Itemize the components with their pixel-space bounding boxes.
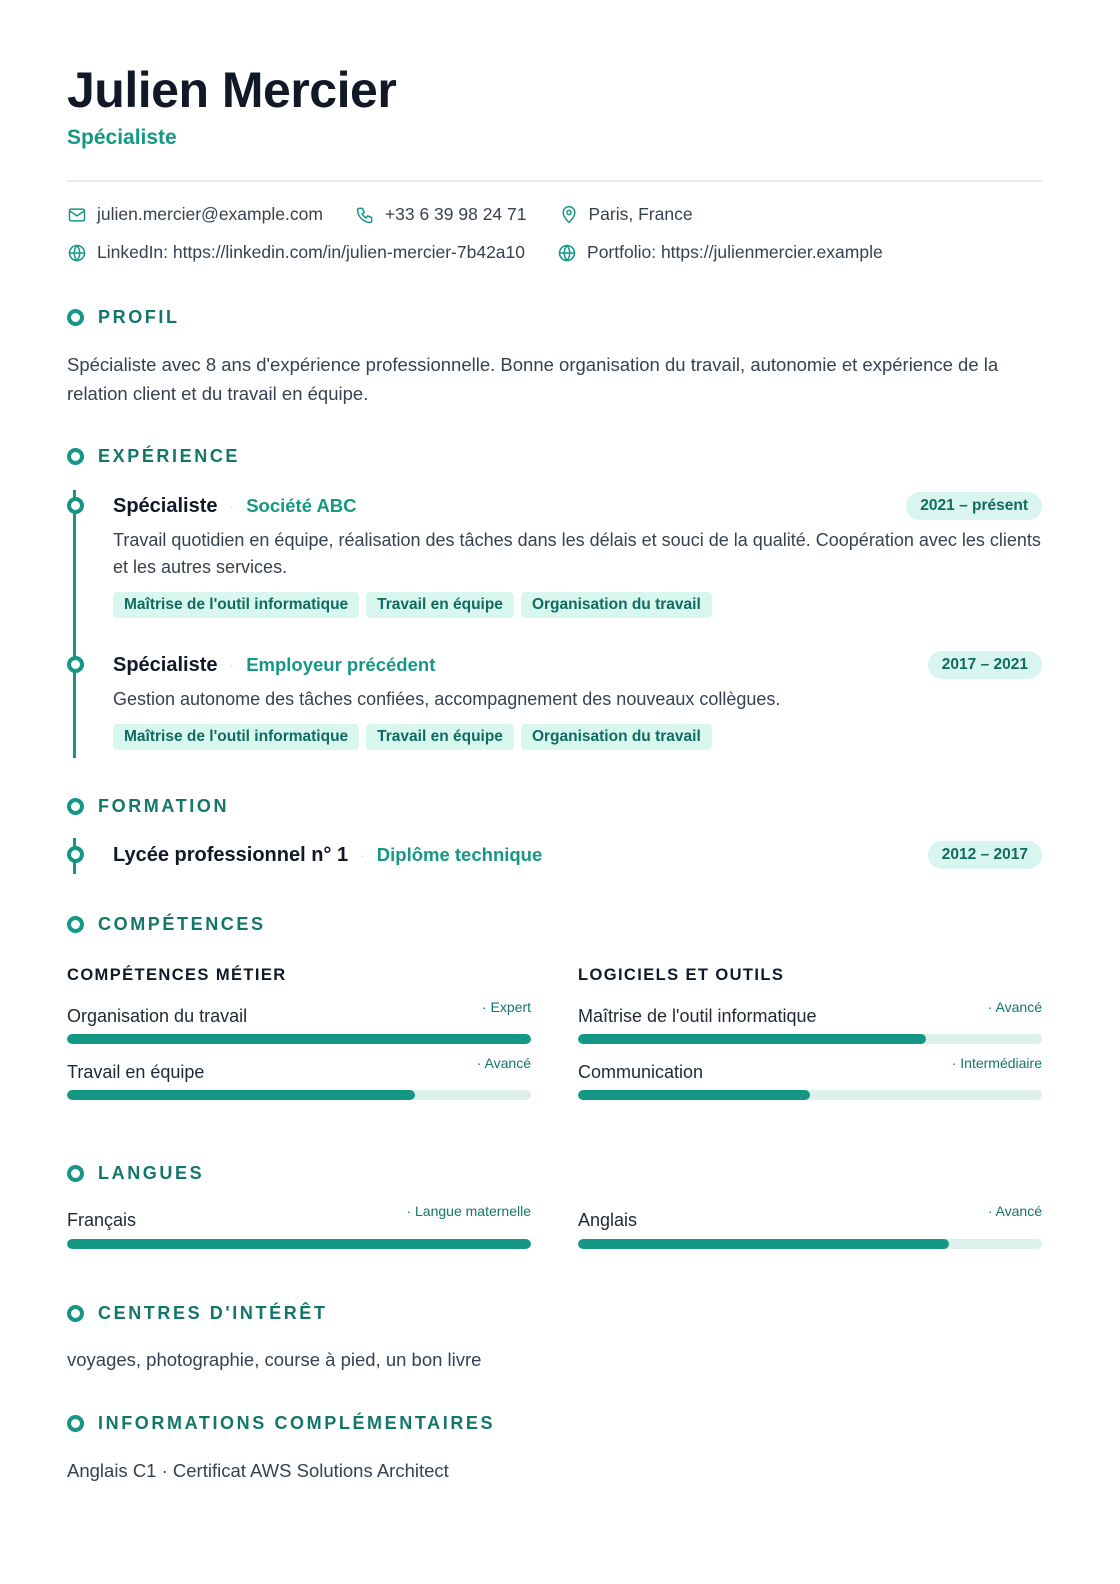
- experience-company: Société ABC: [246, 495, 357, 516]
- last-name: Mercier: [221, 62, 397, 118]
- skill-bar: [67, 1090, 531, 1100]
- formation-school: Lycée professionnel n° 1: [113, 843, 349, 866]
- skill-item: [67, 1055, 531, 1083]
- skill-bar-fill: [67, 1034, 531, 1044]
- separator-dot: ·: [360, 847, 365, 863]
- skill-level: · Avancé: [476, 1055, 531, 1071]
- formation-dates-badge: 2012 – 2017: [928, 841, 1042, 869]
- mail-icon: [67, 205, 87, 225]
- skill-bar-fill: [578, 1034, 926, 1044]
- contact-location: [559, 204, 693, 225]
- skill-name: Organisation du travail: [67, 1006, 248, 1026]
- skill-bar-fill: [67, 1090, 415, 1100]
- skill-bar: [578, 1090, 1042, 1100]
- experience-company: Employeur précédent: [246, 654, 436, 675]
- job-title: Spécialiste: [67, 126, 177, 149]
- language-level: · Avancé: [987, 1203, 1042, 1219]
- contact-row-1: [67, 204, 693, 225]
- formation-degree: Diplôme technique: [376, 844, 543, 865]
- first-name: Julien: [67, 62, 209, 118]
- skill-tag: Maîtrise de l'outil informatique: [113, 592, 359, 618]
- section-label: PROFIL: [98, 307, 180, 327]
- section-formation-heading: [67, 796, 229, 817]
- skill-bar: [67, 1034, 531, 1044]
- portfolio-text: Portfolio: https://julienmercier.example: [587, 242, 883, 262]
- skill-name: Maîtrise de l'outil informatique: [578, 1006, 817, 1026]
- timeline-node-icon: [67, 497, 84, 514]
- additional-info-text: Anglais C1 · Certificat AWS Solutions Architect: [67, 1460, 449, 1481]
- timeline-node-icon: [67, 656, 84, 673]
- skill-tags: [113, 724, 1042, 750]
- section-bullet-icon: [67, 798, 84, 815]
- timeline-node-icon: [67, 846, 84, 863]
- phone-text: +33 6 39 98 24 71: [384, 204, 527, 224]
- section-label: EXPÉRIENCE: [98, 446, 241, 466]
- language-name: Français: [67, 1210, 137, 1230]
- language-level: · Langue maternelle: [406, 1203, 531, 1219]
- skill-tag: Organisation du travail: [521, 592, 712, 618]
- experience-description: Gestion autonome des tâches confiées, accompagnement des nouveaux collègues.: [113, 689, 781, 709]
- skill-name: Communication: [578, 1062, 704, 1082]
- section-label: INFORMATIONS COMPLÉMENTAIRES: [98, 1413, 496, 1433]
- skill-tag: Organisation du travail: [521, 724, 712, 750]
- skill-item: [578, 999, 1042, 1027]
- email-text: julien.mercier@example.com: [97, 204, 323, 224]
- skills-metier-heading: COMPÉTENCES MÉTIER: [67, 966, 287, 984]
- section-interets-heading: [67, 1303, 328, 1324]
- contact-phone[interactable]: [355, 204, 527, 225]
- linkedin-text: LinkedIn: https://linkedin.com/in/julien-mercier-7b42a10: [97, 242, 526, 262]
- section-bullet-icon: [67, 916, 84, 933]
- skill-tag: Maîtrise de l'outil informatique: [113, 724, 359, 750]
- skill-level: · Expert: [481, 999, 531, 1015]
- skill-bar-fill: [578, 1090, 810, 1100]
- skill-level: · Intermédiaire: [951, 1055, 1042, 1071]
- experience-title: Spécialiste: [113, 653, 218, 676]
- skills-logiciels-heading: LOGICIELS ET OUTILS: [578, 966, 785, 984]
- contact-row-2: [67, 242, 883, 263]
- section-profil-heading: [67, 307, 180, 328]
- location-text: Paris, France: [588, 204, 693, 224]
- section-langues-heading: [67, 1163, 204, 1184]
- separator-dot: ·: [229, 657, 235, 673]
- section-bullet-icon: [67, 1305, 84, 1322]
- skill-level: · Avancé: [987, 999, 1042, 1015]
- section-infos-heading: [67, 1413, 495, 1434]
- skill-bar: [578, 1034, 1042, 1044]
- globe-icon: [67, 243, 87, 263]
- experience-description: Travail quotidien en équipe, réalisation des tâches dans les délais et souci de la qualité. Coopération avec les clients et les autres services.: [113, 530, 1041, 577]
- interests-text: voyages, photographie, course à pied, un bon livre: [67, 1349, 482, 1370]
- skill-item: [67, 999, 531, 1027]
- experience-entry: [113, 650, 1042, 750]
- globe-icon: [557, 243, 577, 263]
- section-competences-heading: [67, 914, 266, 935]
- phone-icon: [355, 205, 375, 225]
- experience-dates-badge: 2021 – présent: [906, 492, 1042, 520]
- skill-name: Travail en équipe: [67, 1062, 205, 1082]
- language-entry: [67, 1203, 531, 1231]
- language-entry: [578, 1203, 1042, 1231]
- section-label: FORMATION: [98, 796, 230, 816]
- experience-entry: [113, 491, 1042, 618]
- experience-timeline-line: [73, 490, 76, 758]
- candidate-name: [67, 62, 396, 118]
- skills-logiciels-column: [578, 966, 1042, 1082]
- language-name: Anglais: [578, 1210, 638, 1230]
- experience-title: Spécialiste: [113, 494, 218, 517]
- contact-email[interactable]: [67, 204, 323, 225]
- language-bar: [578, 1239, 1042, 1249]
- section-label: CENTRES D'INTÉRÊT: [98, 1303, 328, 1323]
- section-label: LANGUES: [98, 1163, 205, 1183]
- section-label: COMPÉTENCES: [98, 914, 266, 934]
- skills-metier-column: [67, 966, 531, 1082]
- header-divider: [67, 180, 1042, 182]
- separator-dot: ·: [229, 498, 235, 514]
- experience-dates-badge: 2017 – 2021: [928, 651, 1042, 679]
- skill-tags: [113, 592, 1042, 618]
- profile-summary: Spécialiste avec 8 ans d'expérience professionnelle. Bonne organisation du travail, autonomie et expérience de la relation client et du travail en équipe.: [67, 354, 999, 404]
- skill-tag: Travail en équipe: [366, 724, 514, 750]
- language-bar: [67, 1239, 531, 1249]
- section-bullet-icon: [67, 1165, 84, 1182]
- contact-linkedin[interactable]: [67, 242, 525, 263]
- map-pin-icon: [559, 205, 579, 225]
- language-bar-fill: [578, 1239, 949, 1249]
- skill-tag: Travail en équipe: [366, 592, 514, 618]
- section-experience-heading: [67, 446, 240, 467]
- language-bar-fill: [67, 1239, 531, 1249]
- contact-portfolio[interactable]: [557, 242, 883, 263]
- formation-entry: [113, 840, 1042, 870]
- section-bullet-icon: [67, 309, 84, 326]
- skill-item: [578, 1055, 1042, 1083]
- section-bullet-icon: [67, 1415, 84, 1432]
- section-bullet-icon: [67, 448, 84, 465]
